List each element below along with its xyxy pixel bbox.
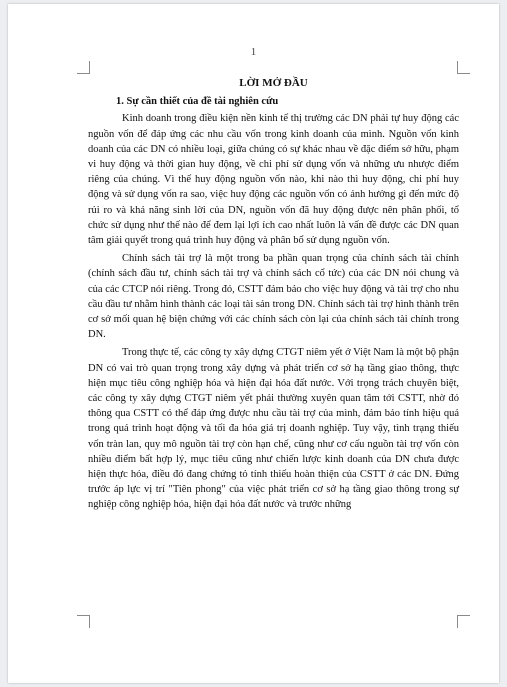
paragraph-2: Chính sách tài trợ là một trong ba phần quan trọng của chính sách tài chính (chính sách đầu tư, chính sách tài trợ và chính sách cổ tức) của các DN nói chung và của các CTCP nói riêng. Trong đó, CSTT đảm bảo cho việc huy động và tài trợ cho nhu cầu đầu tư nhằm hình thành các loại tài sản trong DN. Chính sách tài trợ hình thành trên cơ sở mối quan hệ biện chứng với các chính sách còn lại của chính sách tài chính trong DN.: [88, 253, 459, 341]
margin-corner-top-right: [457, 61, 470, 74]
margin-corner-bottom-right: [457, 615, 470, 628]
paragraph-3: Trong thực tế, các công ty xây dựng CTGT niêm yết ở Việt Nam là một bộ phận DN có vai trò quan trọng trong xây dựng và phát triển cơ sở hạ tầng giao thông, thực hiện mục tiêu công nghiệp hóa và hiện đại hóa đất nước. Với trọng trách chuyên biệt, các công ty xây dựng CTGT niêm yết phải thường xuyên quan tâm tới CSTT, nhờ đó thông qua CSTT có thể đáp ứng được nhu cầu tài trợ của mình, đảm bảo tính hiệu quả trong quá trình hoạt động và tối đa hóa giá trị doanh nghiệp. Tuy vậy, tình trạng thiếu vốn tràn lan, quy mô nguồn tài trợ còn hạn chế, cũng như cơ cấu nguồn tài trợ vốn còn nhiều điểm bất hợp lý, mục tiêu cũng như chiến lược kinh doanh của DN chưa được hiện thực hóa, điều đó đang chứng tỏ tính thiếu hoàn thiện của CSTT ở các DN. Đứng trước áp lực vị trí "Tiên phong" của việc phát triển cơ sở hạ tầng giao thông trong sự nghiệp công nghiệp hóa, hiện đại hóa đất nước và trước những: [88, 347, 459, 511]
document-body[interactable]: [88, 76, 459, 516]
document-title: LỜI MỞ ĐẦU: [239, 77, 308, 89]
page-number: 1: [250, 46, 257, 58]
margin-corner-bottom-left: [77, 615, 90, 628]
margin-corner-top-left: [77, 61, 90, 74]
paragraph-1: Kinh doanh trong điều kiện nền kinh tế thị trường các DN phải tự huy động các nguồn vốn để đáp ứng các nhu cầu vốn trong kinh doanh của mình. Nguồn vốn kinh doanh của các DN có nhiều loại, giữa chúng có sự khác nhau về đặc điểm sở hữu, phạm vi huy động và thời gian huy động, về chi phí sử dụng vốn và những ưu nhược điểm riêng của chúng. Vì thế huy động nguồn vốn nào, khi nào thì huy động, chi phí huy động và sử dụng vốn ra sao, việc huy động các nguồn vốn có ảnh hưởng gì đến mức độ rủi ro và khả năng sinh lời của DN, nguồn vốn đã huy động được nên phân phối, tổ chức sử dụng như thế nào để đem lại lợi ích cao nhất luôn là vấn đề được các DN quan tâm giải quyết trong quá trình huy động và phân bổ sử dụng nguồn vốn.: [88, 113, 459, 247]
section-heading: 1. Sự cần thiết của đề tài nghiên cứu: [116, 96, 279, 108]
document-page: [8, 4, 499, 683]
